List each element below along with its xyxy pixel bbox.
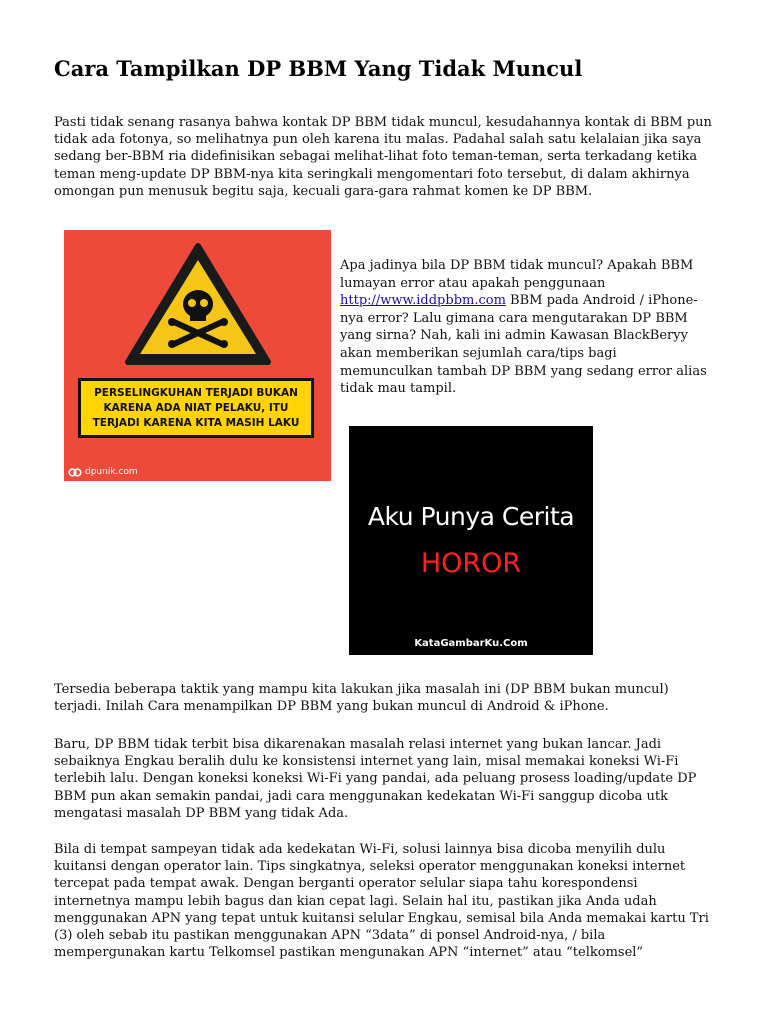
horror-story-image xyxy=(349,426,593,655)
warning-line: TERJADI KARENA KITA MASIH LAKU xyxy=(92,416,300,429)
iddpbbm-link[interactable]: http://www.iddpbbm.com xyxy=(340,293,506,309)
side-text-after: BBM pada Android / iPhone-nya error? Lalu gimana cara mengutarakan DP BBM yang sirna? Nah, kali ini admin Kawasan BlackBeryy akan memberikan sejumlah cara/tips bagi memunculkan tambah DP BBM yang sedang error alias tidak mau tampil. xyxy=(340,293,707,397)
intro-paragraph: Pasti tidak senang rasanya bahwa kontak DP BBM tidak muncul, kesudahannya kontak di BBM pun tidak ada fotonya, so melihatnya pun oleh karena itu malas. Padahal salah satu kelalaian jika saya sedang ber-BBM ria didefinisikan sebagai melihat-lihat foto teman-teman, serta terkadang ketika teman meng-update DP BBM-nya kita seringkali mengomentari foto tersebut, di dalam akhirnya omongan pun menusuk begitu saja, kecuali gara-gara rahmat komen ke DP BBM. xyxy=(54,115,712,199)
skull-warning-icon xyxy=(124,242,272,368)
warning-line: KARENA ADA NIAT PELAKU, ITU xyxy=(103,401,289,414)
page-title: Cara Tampilkan DP BBM Yang Tidak Muncul xyxy=(54,56,583,81)
warning-line: PERSELINGKUHAN TERJADI BUKAN xyxy=(94,386,298,399)
warning-caption-box xyxy=(78,378,314,438)
link-logo-icon xyxy=(68,468,82,477)
side-paragraph xyxy=(340,257,710,398)
paragraph-operator: Bila di tempat sampeyan tidak ada kedekatan Wi-Fi, solusi lainnya bisa dicoba menyilih dulu kuitansi dengan operator lain. Tips singkatnya, seleksi operator menggunakan koneksi internet tercepat pada tempat awak. Dengan berganti operator selular siapa tahu korespondensi internetnya mampu lebih bagus dan kian cepat lagi. Selain hal itu, pastikan jika Anda udah menggunakan APN yang tepat untuk kuitansi selular Engkau, semisal bila Anda memakai kartu Tri (3) oleh sebab itu pastikan menggunakan APN “3data” di ponsel Android-nya, / bila mempergunakan kartu Telkomsel pastikan mengunakan APN “internet” atau “telkomsel” xyxy=(54,842,709,961)
warning-watermark xyxy=(68,467,138,477)
horror-image-line1: Aku Punya Cerita xyxy=(367,502,575,531)
horror-image-line2: HOROR xyxy=(420,548,522,579)
horror-image-watermark: KataGambarKu.Com xyxy=(414,638,528,649)
watermark-text: dpunik.com xyxy=(85,467,138,477)
paragraph-wifi: Baru, DP BBM tidak terbit bisa dikarenakan masalah relasi internet yang bukan lancar. Jadi sebaiknya Engkau beralih dulu ke konsistensi internet yang lain, misal memakai koneksi Wi-Fi terlebih lalu. Dengan koneksi koneksi Wi-Fi yang pandai, ada peluang prosess loading/update DP BBM pun akan semakin pandai, jadi cara menggunakan kedekatan Wi-Fi sanggup dicoba utk mengatasi masalah DP BBM yang tidak Ada. xyxy=(54,737,697,821)
side-text-before: Apa jadinya bila DP BBM tidak muncul? Apakah BBM lumayan error atau apakah penggunaan xyxy=(340,258,694,291)
warning-image xyxy=(64,230,331,481)
paragraph-tactics: Tersedia beberapa taktik yang mampu kita lakukan jika masalah ini (DP BBM bukan muncul) terjadi. Inilah Cara menampilkan DP BBM yang bukan muncul di Android & iPhone. xyxy=(54,682,669,715)
